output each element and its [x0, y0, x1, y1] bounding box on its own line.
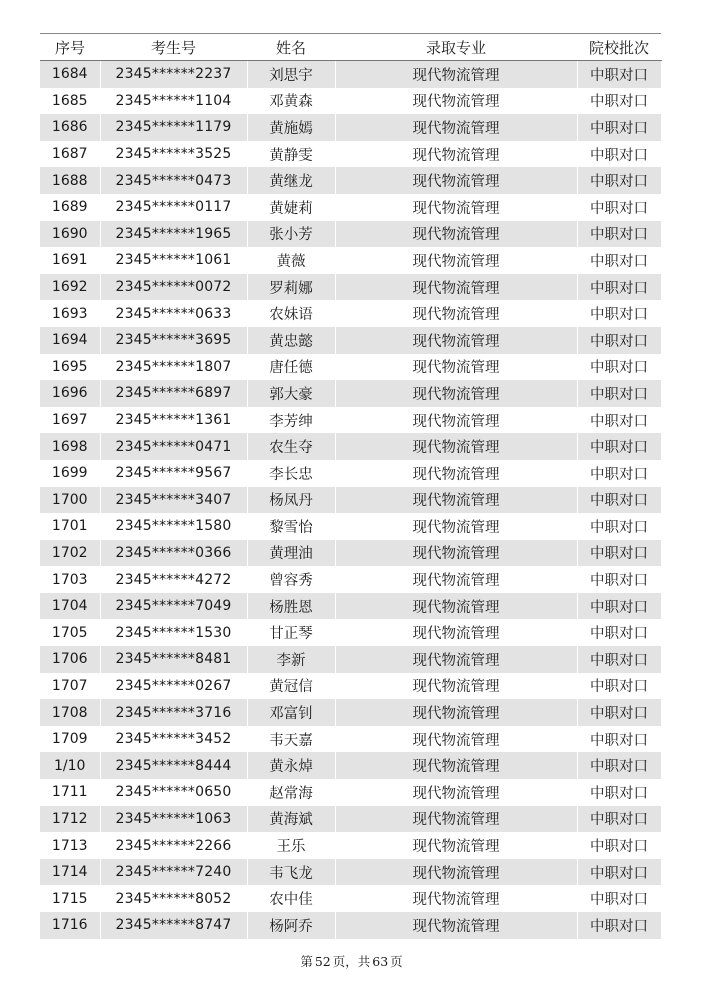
major-cell: 现代物流管理 [335, 885, 577, 912]
name-cell: 黄继龙 [247, 167, 335, 194]
table-row [40, 513, 661, 540]
major-cell: 现代物流管理 [335, 593, 577, 620]
seq-cell: 1690 [40, 221, 100, 248]
page-footer [0, 952, 703, 970]
batch-cell: 中职对口 [577, 433, 661, 460]
name-cell: 杨凤丹 [247, 487, 335, 514]
candidate-no-cell: 2345******1179 [100, 114, 247, 141]
candidate-no-cell: 2345******1807 [100, 354, 247, 381]
candidate-no-cell: 2345******4272 [100, 566, 247, 593]
seq-cell: 1714 [40, 859, 100, 886]
candidate-no-cell: 2345******1361 [100, 407, 247, 434]
major-cell: 现代物流管理 [335, 779, 577, 806]
name-cell: 黄静雯 [247, 141, 335, 168]
name-cell: 王乐 [247, 832, 335, 859]
name-cell: 李芳绅 [247, 407, 335, 434]
name-cell: 韦天嘉 [247, 726, 335, 753]
seq-cell: 1697 [40, 407, 100, 434]
table-row [40, 221, 661, 248]
batch-cell: 中职对口 [577, 460, 661, 487]
table-row [40, 274, 661, 301]
name-cell: 黄施嫣 [247, 114, 335, 141]
candidate-no-cell: 2345******3716 [100, 699, 247, 726]
table-row [40, 779, 661, 806]
major-cell: 现代物流管理 [335, 566, 577, 593]
table-row [40, 885, 661, 912]
seq-cell: 1703 [40, 566, 100, 593]
candidate-no-cell: 2345******0267 [100, 673, 247, 700]
table-row [40, 114, 661, 141]
candidate-no-cell: 2345******0117 [100, 194, 247, 221]
seq-cell: 1698 [40, 433, 100, 460]
table-row [40, 619, 661, 646]
major-cell: 现代物流管理 [335, 460, 577, 487]
candidate-no-cell: 2345******1063 [100, 806, 247, 833]
candidate-no-cell: 2345******7049 [100, 593, 247, 620]
major-cell: 现代物流管理 [335, 114, 577, 141]
seq-cell: 1713 [40, 832, 100, 859]
seq-cell: 1684 [40, 61, 100, 88]
candidate-no-cell: 2345******6897 [100, 380, 247, 407]
batch-cell: 中职对口 [577, 726, 661, 753]
major-cell: 现代物流管理 [335, 88, 577, 115]
batch-cell: 中职对口 [577, 407, 661, 434]
table-row [40, 859, 661, 886]
candidate-no-cell: 2345******3407 [100, 487, 247, 514]
table-row [40, 806, 661, 833]
table-row [40, 673, 661, 700]
name-cell: 黄婕莉 [247, 194, 335, 221]
table-row [40, 832, 661, 859]
batch-cell: 中职对口 [577, 61, 661, 88]
candidate-no-cell: 2345******0471 [100, 433, 247, 460]
table-row [40, 699, 661, 726]
batch-cell: 中职对口 [577, 141, 661, 168]
seq-cell: 1688 [40, 167, 100, 194]
table-row [40, 194, 661, 221]
candidate-no-cell: 2345******0633 [100, 300, 247, 327]
seq-cell: 1694 [40, 327, 100, 354]
batch-cell: 中职对口 [577, 646, 661, 673]
seq-cell: 1709 [40, 726, 100, 753]
candidate-no-cell: 2345******9567 [100, 460, 247, 487]
header-major: 录取专业 [335, 34, 577, 61]
name-cell: 黎雪怡 [247, 513, 335, 540]
seq-cell: 1704 [40, 593, 100, 620]
major-cell: 现代物流管理 [335, 247, 577, 274]
seq-cell: 1700 [40, 487, 100, 514]
batch-cell: 中职对口 [577, 167, 661, 194]
candidate-no-cell: 2345******8747 [100, 912, 247, 939]
table-row [40, 752, 661, 779]
name-cell: 杨胜恩 [247, 593, 335, 620]
seq-cell: 1687 [40, 141, 100, 168]
name-cell: 黄永焯 [247, 752, 335, 779]
batch-cell: 中职对口 [577, 566, 661, 593]
candidate-no-cell: 2345******3452 [100, 726, 247, 753]
major-cell: 现代物流管理 [335, 327, 577, 354]
name-cell: 张小芳 [247, 221, 335, 248]
major-cell: 现代物流管理 [335, 646, 577, 673]
major-cell: 现代物流管理 [335, 859, 577, 886]
batch-cell: 中职对口 [577, 779, 661, 806]
seq-cell: 1/10 [40, 752, 100, 779]
table-row [40, 380, 661, 407]
name-cell: 黄理油 [247, 540, 335, 567]
candidate-no-cell: 2345******1965 [100, 221, 247, 248]
major-cell: 现代物流管理 [335, 274, 577, 301]
table-row [40, 300, 661, 327]
name-cell: 唐任德 [247, 354, 335, 381]
candidate-no-cell: 2345******0072 [100, 274, 247, 301]
major-cell: 现代物流管理 [335, 61, 577, 88]
major-cell: 现代物流管理 [335, 300, 577, 327]
table-row [40, 566, 661, 593]
table-row [40, 487, 661, 514]
candidate-no-cell: 2345******1580 [100, 513, 247, 540]
batch-cell: 中职对口 [577, 593, 661, 620]
major-cell: 现代物流管理 [335, 726, 577, 753]
table-row [40, 167, 661, 194]
table-header-row [40, 34, 661, 61]
name-cell: 李长忠 [247, 460, 335, 487]
footer-page-unit: 页，共 [332, 954, 371, 969]
name-cell: 农生夺 [247, 433, 335, 460]
name-cell: 农中佳 [247, 885, 335, 912]
seq-cell: 1696 [40, 380, 100, 407]
name-cell: 曾容秀 [247, 566, 335, 593]
seq-cell: 1708 [40, 699, 100, 726]
major-cell: 现代物流管理 [335, 752, 577, 779]
major-cell: 现代物流管理 [335, 912, 577, 939]
table-row [40, 460, 661, 487]
table-row [40, 247, 661, 274]
table-row [40, 88, 661, 115]
admission-table [40, 34, 662, 939]
candidate-no-cell: 2345******7240 [100, 859, 247, 886]
batch-cell: 中职对口 [577, 832, 661, 859]
major-cell: 现代物流管理 [335, 354, 577, 381]
table-row [40, 61, 661, 88]
batch-cell: 中职对口 [577, 487, 661, 514]
seq-cell: 1715 [40, 885, 100, 912]
name-cell: 黄冠信 [247, 673, 335, 700]
batch-cell: 中职对口 [577, 114, 661, 141]
seq-cell: 1689 [40, 194, 100, 221]
seq-cell: 1693 [40, 300, 100, 327]
batch-cell: 中职对口 [577, 380, 661, 407]
candidate-no-cell: 2345******2237 [100, 61, 247, 88]
table-body [40, 61, 661, 939]
header-seq: 序号 [40, 34, 100, 61]
batch-cell: 中职对口 [577, 673, 661, 700]
batch-cell: 中职对口 [577, 247, 661, 274]
major-cell: 现代物流管理 [335, 433, 577, 460]
candidate-no-cell: 2345******0650 [100, 779, 247, 806]
name-cell: 邓富钊 [247, 699, 335, 726]
major-cell: 现代物流管理 [335, 194, 577, 221]
name-cell: 邓黄森 [247, 88, 335, 115]
major-cell: 现代物流管理 [335, 540, 577, 567]
candidate-no-cell: 2345******1104 [100, 88, 247, 115]
seq-cell: 1691 [40, 247, 100, 274]
batch-cell: 中职对口 [577, 221, 661, 248]
major-cell: 现代物流管理 [335, 167, 577, 194]
major-cell: 现代物流管理 [335, 407, 577, 434]
table-row [40, 726, 661, 753]
name-cell: 郭大豪 [247, 380, 335, 407]
batch-cell: 中职对口 [577, 300, 661, 327]
name-cell: 黄海斌 [247, 806, 335, 833]
batch-cell: 中职对口 [577, 859, 661, 886]
table-row [40, 141, 661, 168]
seq-cell: 1699 [40, 460, 100, 487]
seq-cell: 1702 [40, 540, 100, 567]
name-cell: 李新 [247, 646, 335, 673]
seq-cell: 1712 [40, 806, 100, 833]
major-cell: 现代物流管理 [335, 487, 577, 514]
table-row [40, 912, 661, 939]
table-row [40, 407, 661, 434]
table-row [40, 593, 661, 620]
name-cell: 韦飞龙 [247, 859, 335, 886]
name-cell: 赵常海 [247, 779, 335, 806]
major-cell: 现代物流管理 [335, 673, 577, 700]
seq-cell: 1716 [40, 912, 100, 939]
table-row [40, 327, 661, 354]
major-cell: 现代物流管理 [335, 513, 577, 540]
major-cell: 现代物流管理 [335, 141, 577, 168]
batch-cell: 中职对口 [577, 327, 661, 354]
table-row [40, 646, 661, 673]
footer-page-number: 52 [314, 954, 331, 969]
name-cell: 刘思宇 [247, 61, 335, 88]
seq-cell: 1701 [40, 513, 100, 540]
seq-cell: 1711 [40, 779, 100, 806]
major-cell: 现代物流管理 [335, 699, 577, 726]
major-cell: 现代物流管理 [335, 380, 577, 407]
seq-cell: 1692 [40, 274, 100, 301]
candidate-no-cell: 2345******3525 [100, 141, 247, 168]
seq-cell: 1706 [40, 646, 100, 673]
name-cell: 黄忠懿 [247, 327, 335, 354]
candidate-no-cell: 2345******8481 [100, 646, 247, 673]
header-name: 姓名 [247, 34, 335, 61]
footer-prefix: 第 [300, 954, 313, 969]
batch-cell: 中职对口 [577, 806, 661, 833]
name-cell: 罗莉娜 [247, 274, 335, 301]
name-cell: 农妹语 [247, 300, 335, 327]
batch-cell: 中职对口 [577, 354, 661, 381]
major-cell: 现代物流管理 [335, 619, 577, 646]
batch-cell: 中职对口 [577, 752, 661, 779]
batch-cell: 中职对口 [577, 540, 661, 567]
candidate-no-cell: 2345******1530 [100, 619, 247, 646]
seq-cell: 1705 [40, 619, 100, 646]
candidate-no-cell: 2345******0473 [100, 167, 247, 194]
header-candidate-no: 考生号 [100, 34, 247, 61]
candidate-no-cell: 2345******0366 [100, 540, 247, 567]
batch-cell: 中职对口 [577, 885, 661, 912]
footer-total-pages: 63 [372, 954, 389, 969]
batch-cell: 中职对口 [577, 274, 661, 301]
batch-cell: 中职对口 [577, 699, 661, 726]
batch-cell: 中职对口 [577, 513, 661, 540]
batch-cell: 中职对口 [577, 912, 661, 939]
name-cell: 黄薇 [247, 247, 335, 274]
batch-cell: 中职对口 [577, 619, 661, 646]
table-row [40, 433, 661, 460]
header-batch: 院校批次 [577, 34, 661, 61]
candidate-no-cell: 2345******8444 [100, 752, 247, 779]
seq-cell: 1695 [40, 354, 100, 381]
candidate-no-cell: 2345******1061 [100, 247, 247, 274]
table-row [40, 540, 661, 567]
batch-cell: 中职对口 [577, 194, 661, 221]
major-cell: 现代物流管理 [335, 221, 577, 248]
footer-suffix: 页 [390, 954, 403, 969]
seq-cell: 1686 [40, 114, 100, 141]
candidate-no-cell: 2345******2266 [100, 832, 247, 859]
batch-cell: 中职对口 [577, 88, 661, 115]
major-cell: 现代物流管理 [335, 806, 577, 833]
admission-list-page [40, 34, 661, 939]
table-row [40, 354, 661, 381]
candidate-no-cell: 2345******8052 [100, 885, 247, 912]
name-cell: 杨阿乔 [247, 912, 335, 939]
seq-cell: 1707 [40, 673, 100, 700]
major-cell: 现代物流管理 [335, 832, 577, 859]
candidate-no-cell: 2345******3695 [100, 327, 247, 354]
seq-cell: 1685 [40, 88, 100, 115]
name-cell: 甘正琴 [247, 619, 335, 646]
